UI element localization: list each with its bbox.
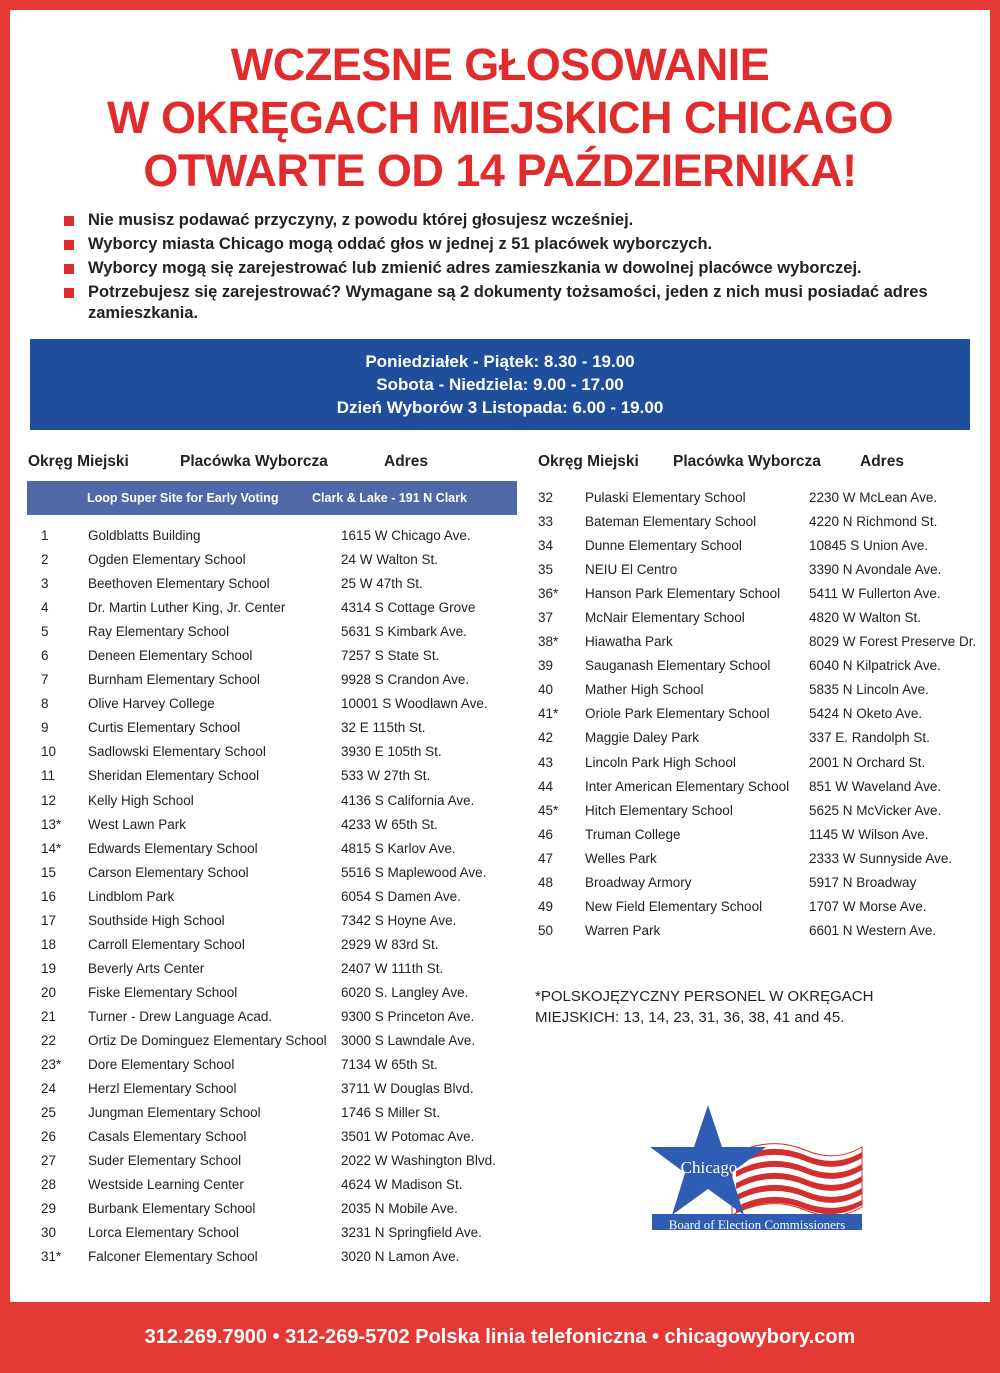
note-line-2: MIEJSKICH: 13, 14, 23, 31, 36, 38, 41 and 45. [535,1009,845,1026]
site-name: Ogden Elementary School [88,552,246,568]
table-row [520,755,990,779]
table-row [520,706,990,730]
ward-number: 20 [41,984,57,1000]
site-address: 851 W Waveland Ave. [809,778,942,794]
ward-number: 4 [41,600,49,616]
site-address: 3231 N Springfield Ave. [341,1225,482,1241]
ward-number: 40 [538,682,554,698]
table-row [520,899,990,923]
hours-banner [30,339,970,430]
site-name: Hitch Elementary School [585,802,733,818]
site-address: 2929 W 83rd St. [341,936,439,952]
site-address: 7257 S State St. [341,648,440,664]
site-address: 24 W Walton St. [341,552,439,568]
table-row [10,600,520,624]
ward-number: 31* [41,1249,62,1265]
table-row [10,817,520,841]
site-address: 6040 N Kilpatrick Ave. [809,658,941,674]
ward-table-left [10,528,520,1273]
table-row [10,672,520,696]
ward-number: 25 [41,1105,57,1121]
ward-number: 28 [41,1177,57,1193]
ward-number: 49 [538,898,554,914]
table-row [10,985,520,1009]
ward-number: 23* [41,1057,62,1073]
ward-number: 10 [41,744,57,760]
site-address: 6601 N Western Ave. [809,922,937,938]
site-address: 7134 W 65th St. [341,1057,438,1073]
ward-number: 22 [41,1032,57,1048]
bullet-item [62,210,942,231]
ward-number: 39 [538,658,554,674]
site-name: Beethoven Elementary School [88,576,270,592]
ward-number: 5 [41,624,49,640]
site-address: 2230 W McLean Ave. [809,490,938,505]
logo-org-text: Board of Election Commissioners [668,1217,846,1232]
table-row [10,1177,520,1201]
table-row [10,1129,520,1153]
table-row [520,562,990,586]
footer-contact-bar: 312.269.7900 • 312-269-5702 Polska linia telefoniczna • chicagowybory.com [144,1326,856,1348]
site-name: Lindblom Park [88,888,175,904]
site-address: 1145 W Wilson Ave. [809,826,929,842]
hours-weekend: Sobota - Niedziela: 9.00 - 17.00 [376,375,624,394]
table-row [10,913,520,937]
ward-number: 43 [538,754,554,770]
table-row [10,793,520,817]
table-row [520,538,990,562]
site-address: 1707 W Morse Ave. [809,898,927,914]
site-address: 6054 S Damen Ave. [341,888,461,904]
loop-super-site-bar [27,481,517,515]
site-name: Warren Park [585,922,661,938]
logo-city-text: Chicago [680,1158,738,1177]
ward-number: 35 [538,562,554,578]
title-line-1: WCZESNE GŁOSOWANIE [230,39,770,90]
ward-number: 9 [41,720,49,736]
ward-number: 19 [41,960,57,976]
site-name: Edwards Elementary School [88,840,258,856]
ward-number: 12 [41,792,57,808]
site-name: Ortiz De Dominguez Elementary School [88,1032,327,1048]
ward-number: 21 [41,1008,57,1024]
table-row [520,851,990,875]
table-row [10,889,520,913]
ward-number: 50 [538,922,554,938]
bullet-text: Wyborcy mogą się zarejestrować lub zmienić adres zamieszkania w dowolnej placówce wyborczej. [88,259,862,277]
site-name: Oriole Park Elementary School [585,706,770,722]
table-row [520,682,990,706]
ward-number: 41* [538,706,559,722]
loop-site-name: Loop Super Site for Early Voting [87,491,279,505]
poster [10,10,990,1302]
site-name: Turner - Drew Language Acad. [88,1008,273,1024]
site-address: 1615 W Chicago Ave. [341,528,471,543]
table-row [10,528,520,552]
site-address: 337 E. Randolph St. [809,730,930,746]
site-name: McNair Elementary School [585,610,745,626]
ward-number: 33 [538,514,554,530]
site-address: 32 E 115th St. [341,720,426,736]
square-bullet-icon [64,240,74,250]
ward-number: 36* [538,586,559,602]
site-name: Dore Elementary School [88,1057,235,1073]
ward-number: 1 [41,528,49,543]
site-address: 4815 S Karlov Ave. [341,840,456,856]
table-row [10,1225,520,1249]
table-row [10,1105,520,1129]
table-row [520,586,990,610]
site-name: Burnham Elementary School [88,672,260,688]
site-address: 3711 W Douglas Blvd. [341,1081,474,1097]
ward-number: 27 [41,1153,57,1169]
site-name: Westside Learning Center [88,1177,244,1193]
site-name: Pulaski Elementary School [585,490,746,505]
table-row [10,841,520,865]
table-row [520,730,990,754]
square-bullet-icon [64,288,74,298]
site-name: Kelly High School [88,792,194,808]
table-row [10,1057,520,1081]
title-line-3: OTWARTE OD 14 PAŹDZIERNIKA! [143,145,857,196]
hours-election-day: Dzień Wyborów 3 Listopada: 6.00 - 19.00 [336,398,664,417]
site-name: Goldblatts Building [88,528,201,543]
table-row [10,1081,520,1105]
note-line-1: *POLSKOJĘZYCZNY PERSONEL W OKRĘGACH [535,988,874,1005]
table-row [10,1201,520,1225]
site-name: Sadlowski Elementary School [88,744,266,760]
ward-number: 37 [538,610,554,626]
ward-number: 3 [41,576,49,592]
table-row [10,1249,520,1273]
header-ward-left: Okręg Miejski [28,453,129,470]
ward-number: 30 [41,1225,57,1241]
table-row [10,865,520,889]
bullet-item [62,234,942,255]
ward-number: 14* [41,840,62,856]
ward-number: 44 [538,778,554,794]
site-name: Dunne Elementary School [585,538,742,554]
site-name: Casals Elementary School [88,1129,247,1145]
site-address: 5411 W Fullerton Ave. [809,586,941,602]
hours-weekdays: Poniedziałek - Piątek: 8.30 - 19.00 [365,352,635,371]
site-address: 25 W 47th St. [341,576,423,592]
site-name: Fiske Elementary School [88,984,238,1000]
ward-number: 8 [41,696,49,712]
site-address: 5631 S Kimbark Ave. [341,624,467,640]
ward-number: 34 [538,538,554,554]
table-row [520,610,990,634]
table-row [10,696,520,720]
ward-number: 17 [41,912,57,928]
ward-table-right [520,490,990,947]
site-name: Inter American Elementary School [585,778,790,794]
table-row [520,827,990,851]
site-name: Olive Harvey College [88,696,215,712]
header-address-left: Adres [384,453,428,470]
table-row [520,803,990,827]
ward-number: 7 [41,672,49,688]
site-address: 533 W 27th St. [341,768,431,784]
ward-number: 42 [538,730,554,746]
ward-number: 26 [41,1129,57,1145]
site-name: Burbank Elementary School [88,1201,256,1217]
site-name: Sauganash Elementary School [585,658,771,674]
site-address: 3020 N Lamon Ave. [341,1249,460,1265]
site-name: Mather High School [585,682,704,698]
ward-number: 24 [41,1081,57,1097]
site-address: 2001 N Orchard St. [809,754,926,770]
header-site-left: Placówka Wyborcza [180,453,328,470]
site-address: 3390 N Avondale Ave. [809,562,942,578]
site-name: Sheridan Elementary School [88,768,260,784]
ward-number: 47 [538,850,554,866]
site-address: 5917 N Broadway [809,874,917,890]
table-row [10,720,520,744]
site-name: Hanson Park Elementary School [585,586,781,602]
table-row [10,648,520,672]
table-row [520,779,990,803]
site-address: 9300 S Princeton Ave. [341,1008,475,1024]
site-name: Maggie Daley Park [585,730,700,746]
table-row [10,1033,520,1057]
ward-number: 45* [538,802,559,818]
site-name: Carson Elementary School [88,864,249,880]
site-name: New Field Elementary School [585,898,763,914]
site-address: 1746 S Miller St. [341,1105,441,1121]
site-address: 10001 S Woodlawn Ave. [341,696,488,712]
header-address-right: Adres [860,453,904,470]
site-name: Hiawatha Park [585,634,673,650]
site-name: Ray Elementary School [88,624,230,640]
info-bullets [62,210,942,327]
bullet-item [62,282,942,324]
ward-number: 15 [41,864,57,880]
site-address: 9928 S Crandon Ave. [341,672,470,688]
ward-number: 32 [538,490,554,505]
table-row [520,658,990,682]
table-row [520,634,990,658]
table-row [10,937,520,961]
site-address: 5516 S Maplewood Ave. [341,864,487,880]
site-address: 4136 S California Ave. [341,792,475,808]
table-row [520,514,990,538]
ward-number: 46 [538,826,554,842]
site-address: 4820 W Walton St. [809,610,922,626]
table-row [10,768,520,792]
header-ward-right: Okręg Miejski [538,453,639,470]
ward-number: 11 [41,768,56,784]
site-name: Curtis Elementary School [88,720,241,736]
ward-number: 38* [538,634,559,650]
site-name: Bateman Elementary School [585,514,757,530]
site-name: Lorca Elementary School [88,1225,239,1241]
site-address: 4624 W Madison St. [341,1177,463,1193]
header-site-right: Placówka Wyborcza [673,453,821,470]
site-address: 3000 S Lawndale Ave. [341,1032,476,1048]
ward-number: 16 [41,888,57,904]
ward-number: 2 [41,552,49,568]
square-bullet-icon [64,264,74,274]
bullet-text: Nie musisz podawać przyczyny, z powodu której głosujesz wcześniej. [88,211,634,229]
site-name: Broadway Armory [585,874,692,890]
table-row [10,744,520,768]
site-address: 5625 N McVicker Ave. [809,802,942,818]
bullet-item [62,258,942,279]
site-address: 2333 W Sunnyside Ave. [809,850,953,866]
table-row [520,923,990,947]
table-row [520,875,990,899]
site-address: 10845 S Union Ave. [809,538,929,554]
table-row [10,576,520,600]
site-address: 4233 W 65th St. [341,816,438,832]
table-row [10,961,520,985]
poster-title [10,38,990,197]
loop-site-address: Clark & Lake - 191 N Clark [312,491,467,505]
site-address: 4220 N Richmond St. [809,514,938,530]
chicago-board-logo [640,1095,870,1230]
site-name: Deneen Elementary School [88,648,253,664]
site-name: West Lawn Park [88,816,187,832]
bullet-text: Potrzebujesz się zarejestrować? Wymagane są 2 dokumenty tożsamości, jeden z nich musi posiadać adres zamieszkania. [88,283,928,322]
table-row [10,1153,520,1177]
ward-number: 13* [41,816,62,832]
site-name: Truman College [585,826,681,842]
site-address: 2407 W 111th St. [341,960,444,976]
ward-number: 29 [41,1201,57,1217]
site-address: 5424 N Oketo Ave. [809,706,923,722]
table-row [10,1009,520,1033]
table-row [10,624,520,648]
table-row [520,490,990,514]
site-name: Dr. Martin Luther King, Jr. Center [88,600,286,616]
site-address: 6020 S. Langley Ave. [341,984,469,1000]
ward-number: 18 [41,936,57,952]
title-line-2: W OKRĘGACH MIEJSKICH CHICAGO [106,92,894,143]
site-name: Falconer Elementary School [88,1249,258,1265]
site-name: Beverly Arts Center [88,960,205,976]
site-address: 2022 W Washington Blvd. [341,1153,496,1169]
site-name: Lincoln Park High School [585,754,736,770]
site-address: 8029 W Forest Preserve Dr. [809,634,977,650]
bullet-text: Wyborcy miasta Chicago mogą oddać głos w jednej z 51 placówek wyborczych. [88,235,713,253]
site-name: Carroll Elementary School [88,936,245,952]
site-address: 7342 S Hoyne Ave. [341,912,457,928]
ward-number: 48 [538,874,554,890]
table-row [10,552,520,576]
site-name: Southside High School [88,912,225,928]
site-address: 3501 W Potomac Ave. [341,1129,475,1145]
square-bullet-icon [64,216,74,226]
site-name: Suder Elementary School [88,1153,242,1169]
site-address: 4314 S Cottage Grove [341,600,476,616]
site-name: Herzl Elementary School [88,1081,237,1097]
site-name: Jungman Elementary School [88,1105,261,1121]
site-address: 2035 N Mobile Ave. [341,1201,458,1217]
logo-graphic [640,1095,870,1230]
polish-staff-note [535,986,955,1028]
site-name: NEIU El Centro [585,562,678,578]
ward-number: 6 [41,648,49,664]
site-name: Welles Park [585,850,657,866]
site-address: 3930 E 105th St. [341,744,442,760]
site-address: 5835 N Lincoln Ave. [809,682,929,698]
